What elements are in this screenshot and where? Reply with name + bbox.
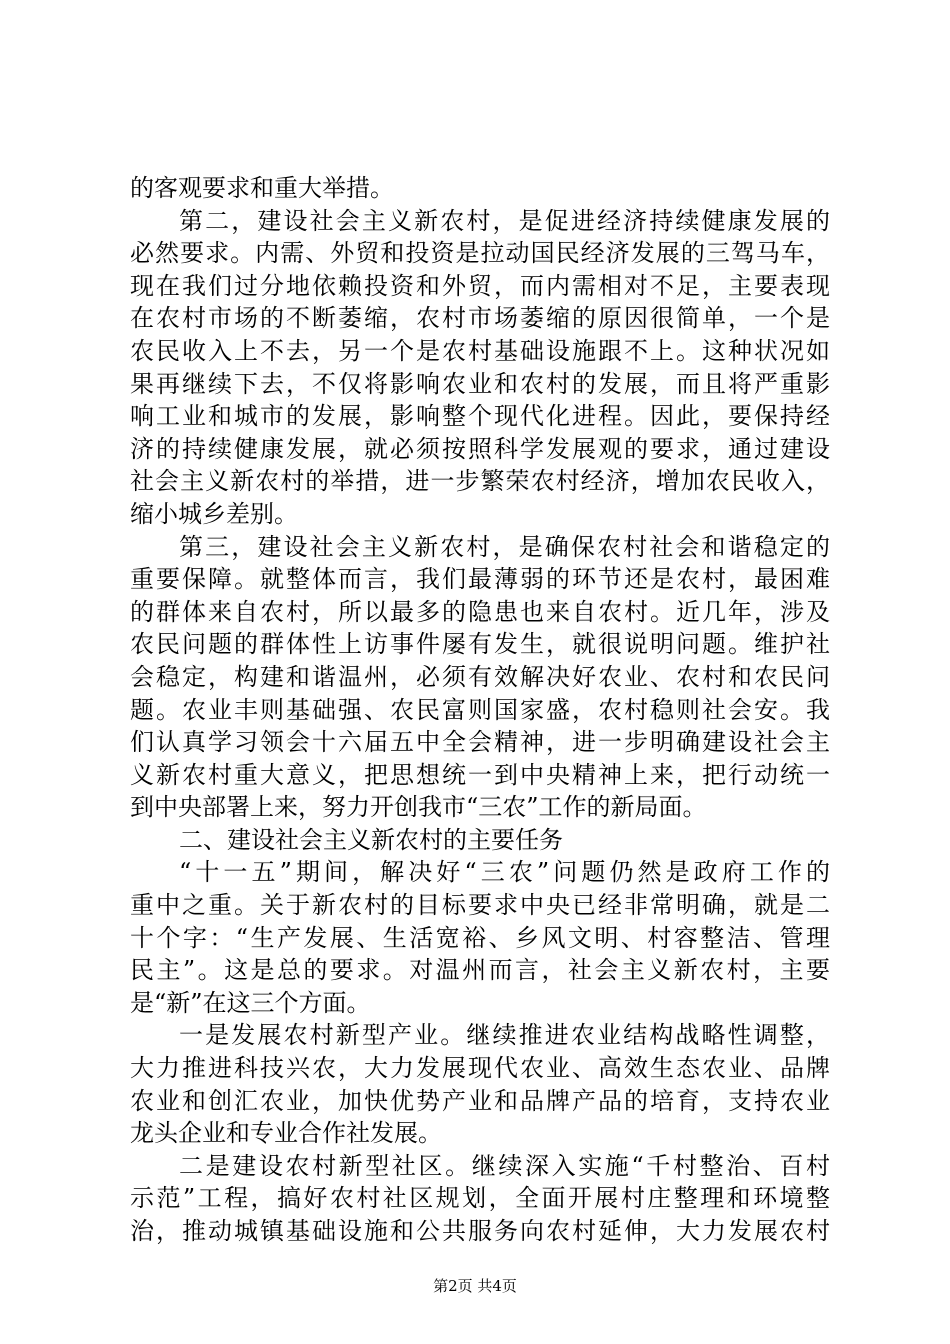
text-line: 第三，建设社会主义新农村，是确保农村社会和谐稳定的 [179, 532, 830, 561]
text-line: 在农村市场的不断萎缩，农村市场萎缩的原因很简单，一个是 [130, 304, 830, 333]
document-body [130, 172, 830, 1248]
text-line: 到中央部署上来，努力开创我市“三农”工作的新局面。 [130, 793, 707, 822]
text-line: “十一五”期间，解决好“三农”问题仍然是政府工作的 [179, 858, 830, 887]
text-line: 重中之重。关于新农村的目标要求中央已经非常明确，就是二 [130, 891, 830, 920]
text-line: 们认真学习领会十六届五中全会精神，进一步明确建设社会主 [130, 728, 830, 757]
text-line: 必然要求。内需、外贸和投资是拉动国民经济发展的三驾马车， [130, 239, 830, 268]
text-line: 二、建设社会主义新农村的主要任务 [179, 825, 563, 854]
text-line: 响工业和城市的发展，影响整个现代化进程。因此，要保持经 [130, 402, 830, 431]
text-line: 农民问题的群体性上访事件屡有发生，就很说明问题。维护社 [130, 630, 830, 659]
text-line: 治，推动城镇基础设施和公共服务向农村延伸，大力发展农村 [130, 1217, 830, 1245]
text-line: 济的持续健康发展，就必须按照科学发展观的要求，通过建设 [130, 434, 830, 463]
text-line: 示范”工程，搞好农村社区规划，全面开展村庄整理和环境整 [130, 1184, 830, 1213]
text-line: 第二，建设社会主义新农村，是促进经济持续健康发展的 [179, 206, 830, 235]
text-line: 大力推进科技兴农，大力发展现代农业、高效生态农业、品牌 [130, 1054, 830, 1083]
text-line: 一是发展农村新型产业。继续推进农业结构战略性调整， [179, 1021, 830, 1050]
text-line: 重要保障。就整体而言，我们最薄弱的环节还是农村，最困难 [130, 565, 830, 594]
text-line: 民主”。这是总的要求。对温州而言，社会主义新农村，主要 [130, 956, 830, 985]
text-line: 的群体来自农村，所以最多的隐患也来自农村。近几年，涉及 [130, 597, 830, 626]
text-line: 二是建设农村新型社区。继续深入实施“千村整治、百村 [179, 1151, 830, 1180]
text-line: 的客观要求和重大举措。 [130, 174, 394, 202]
text-line: 社会主义新农村的举措，进一步繁荣农村经济，增加农民收入， [130, 467, 830, 496]
text-line: 题。农业丰则基础强、农民富则国家盛，农村稳则社会安。我 [130, 695, 830, 724]
text-line: 农民收入上不去，另一个是农村基础设施跟不上。这种状况如 [130, 336, 830, 365]
text-line: 会稳定，构建和谐温州，必须有效解决好农业、农村和农民问 [130, 662, 830, 691]
text-line: 龙头企业和专业合作社发展。 [130, 1119, 442, 1148]
text-line: 农业和创汇农业，加快优势产业和品牌产品的培育，支持农业 [130, 1086, 830, 1115]
text-line: 是“新”在这三个方面。 [130, 988, 371, 1017]
text-line: 义新农村重大意义，把思想统一到中央精神上来，把行动统一 [130, 760, 830, 789]
text-line: 现在我们过分地依赖投资和外贸，而内需相对不足，主要表现 [130, 271, 830, 300]
text-line: 十个字：“生产发展、生活宽裕、乡风文明、村容整洁、管理 [130, 923, 830, 952]
text-line: 果再继续下去，不仅将影响农业和农村的发展，而且将严重影 [130, 369, 830, 398]
text-line: 缩小城乡差别。 [130, 499, 298, 528]
page-footer: 第2页 共4页 [433, 1277, 517, 1295]
